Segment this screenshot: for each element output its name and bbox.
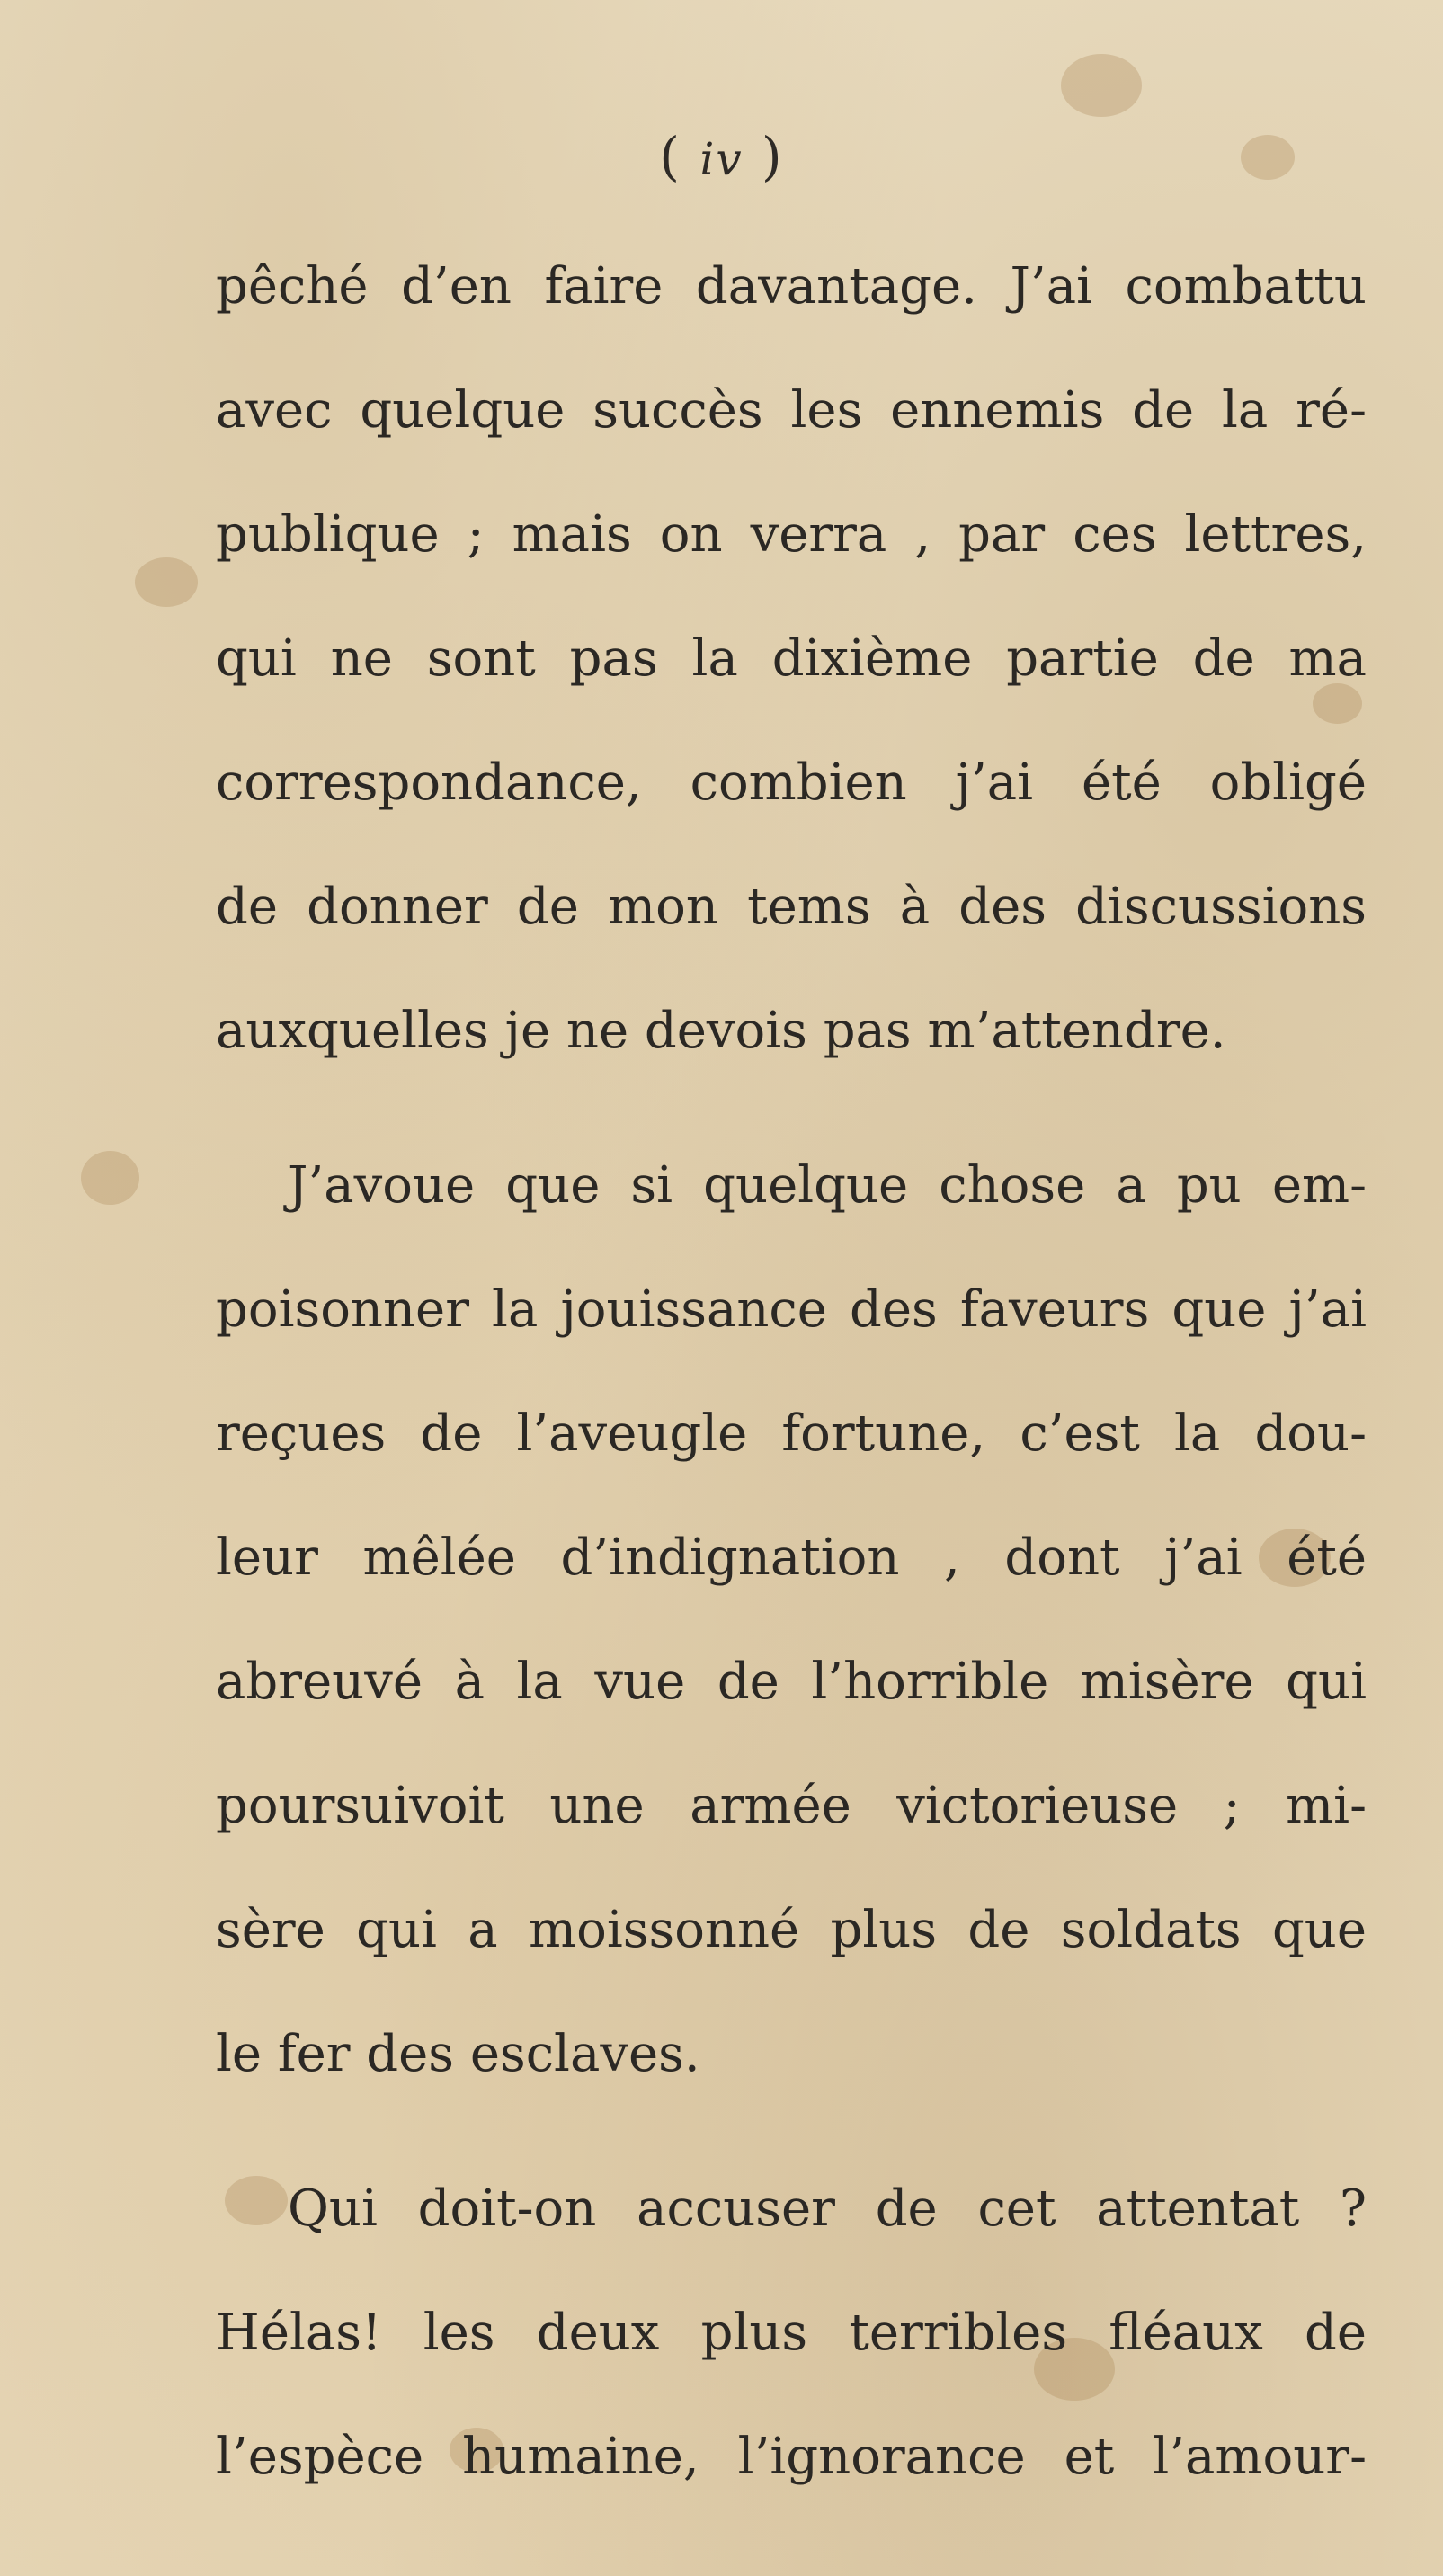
text-line: pêché d’en faire davantage. J’ai combattu [216,257,1367,316]
body-text [216,225,1367,2519]
text-line: poisonner la jouissance des faveurs que j’ai [216,1280,1367,1339]
foxing-stain [1061,54,1142,117]
paragraph [216,1124,1367,2117]
text-line: publique ; mais on verra , par ces lettres, [216,505,1367,564]
paragraph [216,225,1367,1093]
page-header [0,126,1443,187]
page-number: iv [699,133,744,185]
paragraph-gap [216,1093,1367,1124]
text-line: correspondance, combien j’ai été obligé [216,753,1367,812]
text-line: qui ne sont pas la dixième partie de ma [216,629,1367,688]
foxing-stain [135,557,198,607]
text-line: avec quelque succès les ennemis de la ré- [216,381,1367,440]
text-line: abreuvé à la vue de l’horrible misère qui [216,1653,1367,1711]
text-line: sère qui a moissonné plus de soldats que [216,1901,1367,1959]
paragraph [216,2147,1367,2519]
open-paren: ( [659,126,700,187]
text-line: J’avoue que si quelque chose a pu em- [288,1156,1367,1215]
paragraph-gap [216,2117,1367,2147]
text-line: auxquelles je ne devois pas m’attendre. [216,1002,1226,1060]
text-line: de donner de mon tems à des discussions [216,878,1367,936]
text-line: le fer des esclaves. [216,2025,700,2083]
close-paren: ) [743,126,784,187]
text-line: l’espèce humaine, l’ignorance et l’amour- [216,2428,1367,2486]
text-line: leur mêlée d’indignation , dont j’ai été [216,1529,1367,1587]
text-line: reçues de l’aveugle fortune, c’est la dou- [216,1404,1367,1463]
foxing-stain [81,1151,139,1205]
text-line: Qui doit-on accuser de cet attentat ? [288,2179,1367,2238]
text-line: Hélas! les deux plus terribles fléaux de [216,2304,1367,2362]
text-line: poursuivoit une armée victorieuse ; mi- [216,1777,1367,1835]
